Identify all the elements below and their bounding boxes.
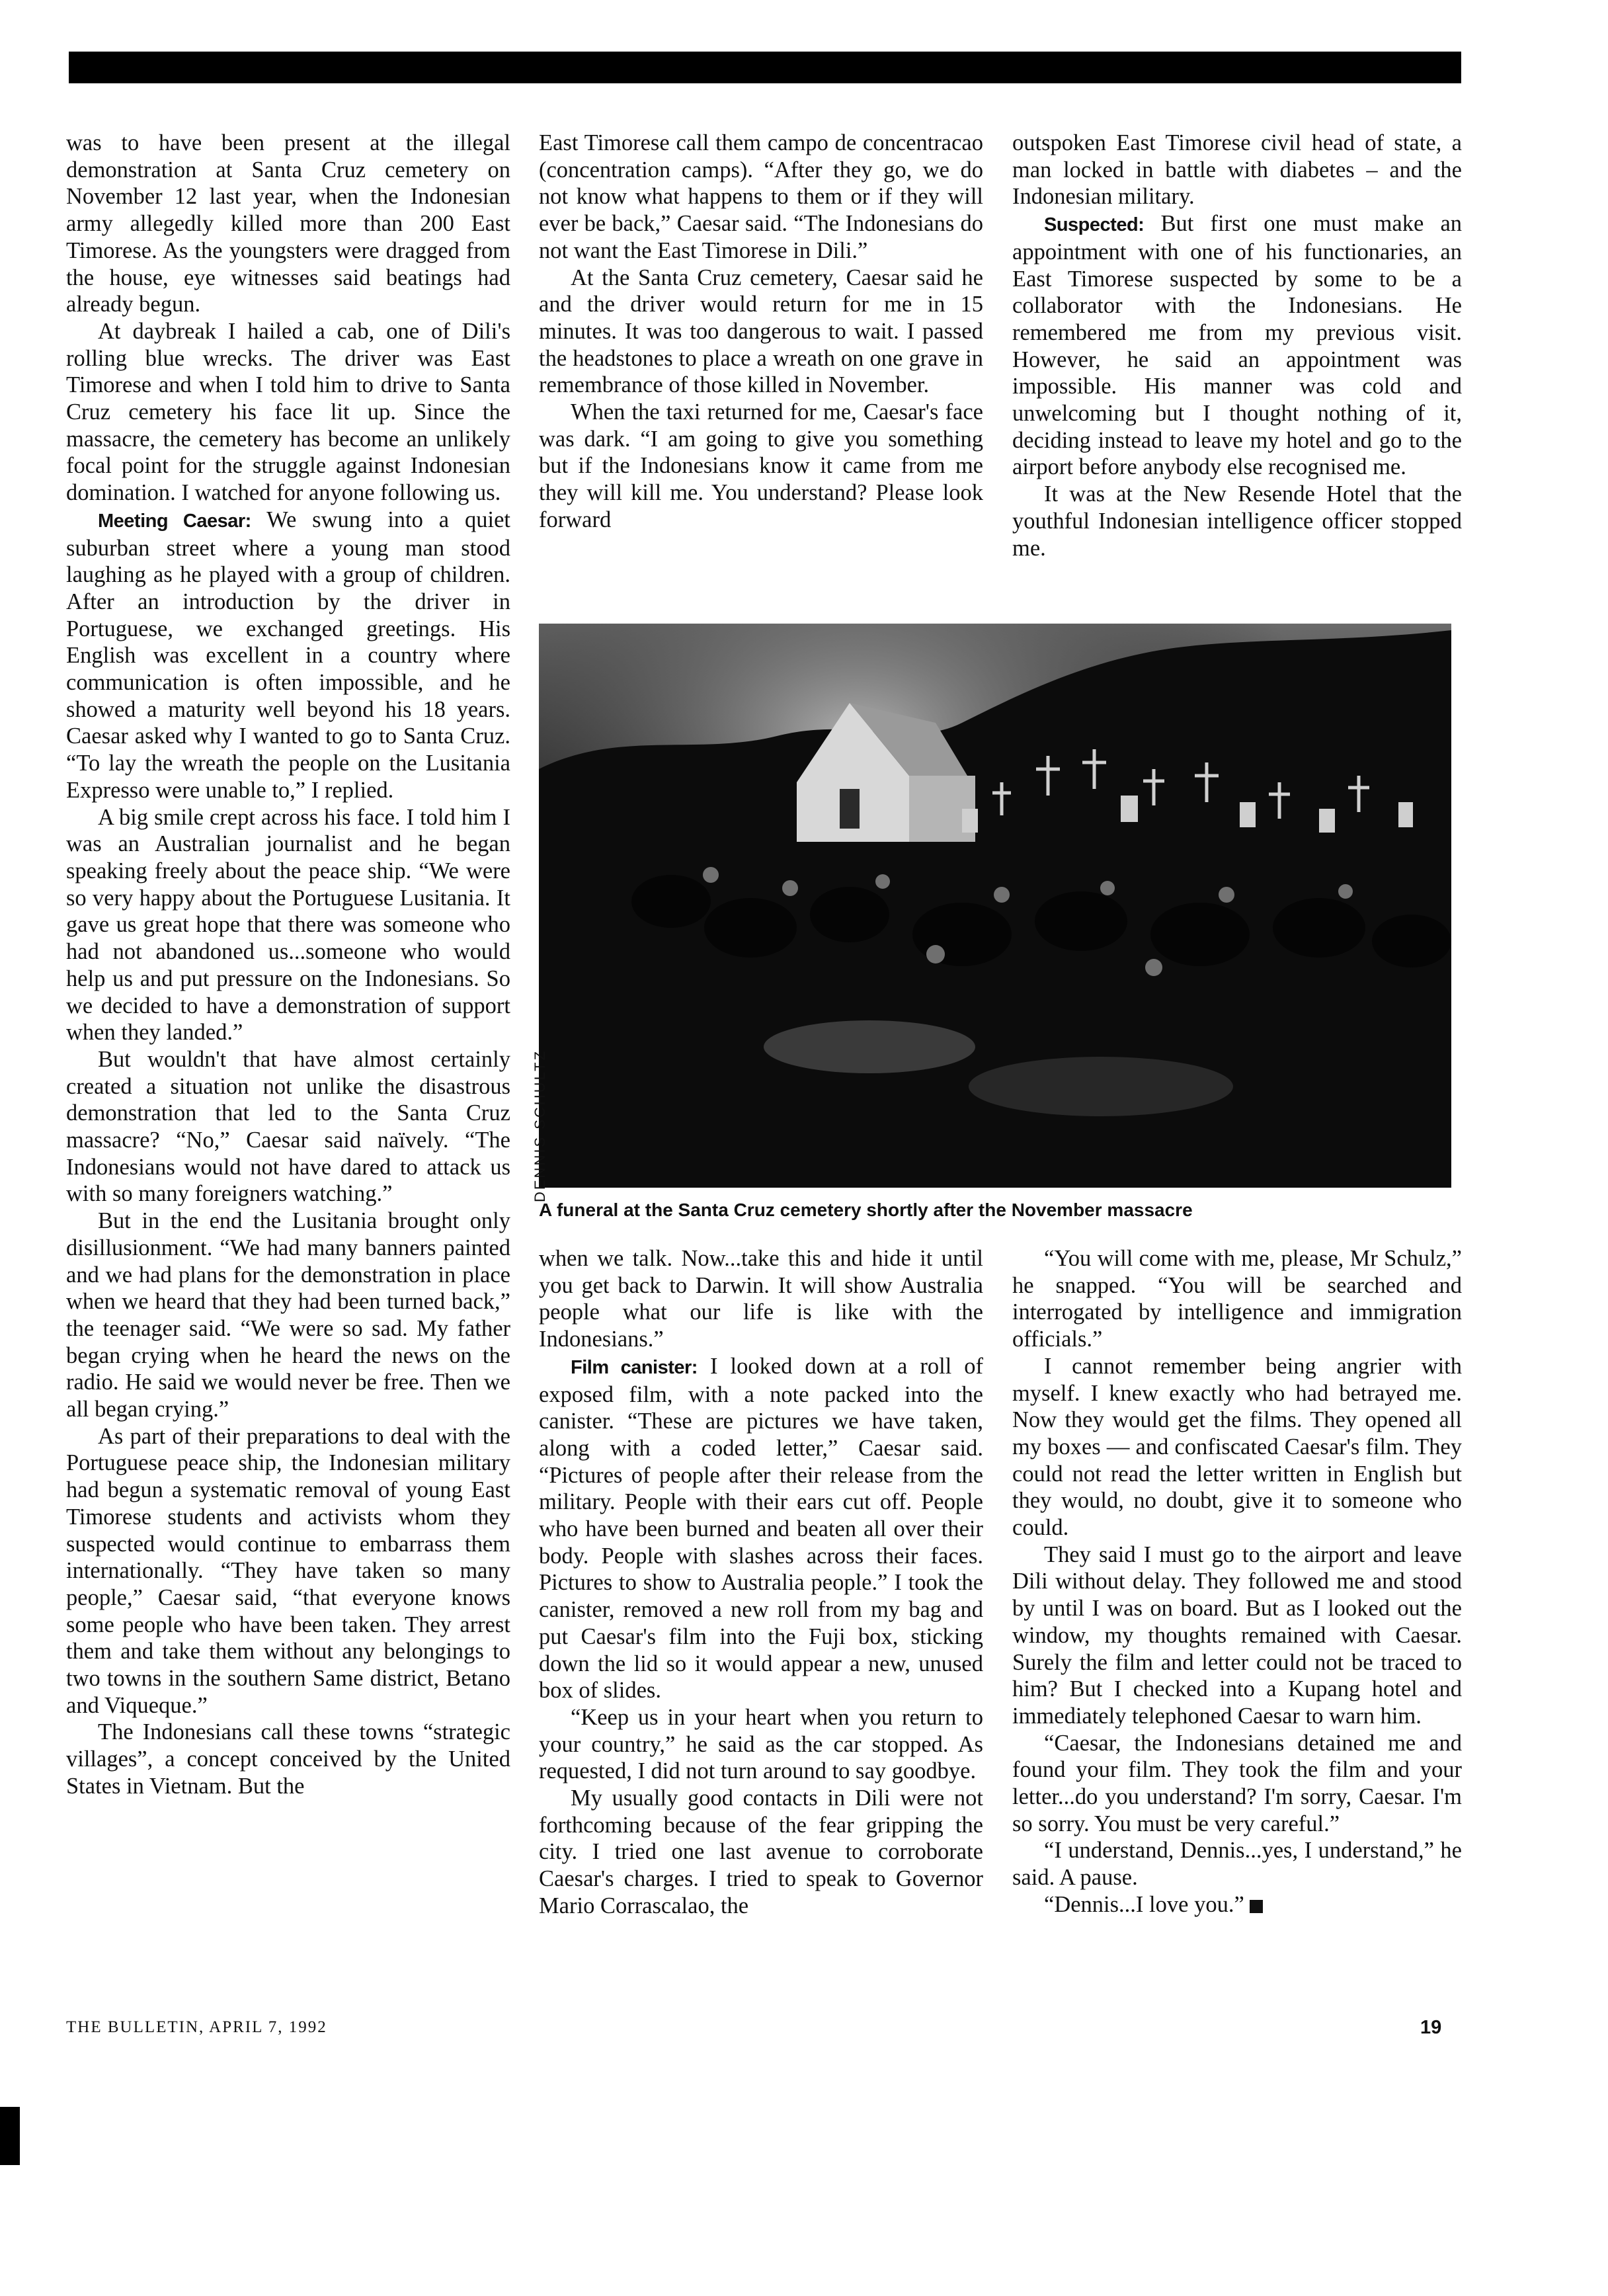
paragraph-with-subhead xyxy=(66,507,510,804)
top-rule-bar xyxy=(69,52,1461,83)
paragraph-text: “Dennis...I love you.” xyxy=(1044,1891,1244,1917)
paragraph: But wouldn't that have almost certainly created a situation not unlike the disastrous demonstration that led to the Santa Cruz massacre? “No,” Caesar said naïvely. “The Indonesians would not have dared to attack us with so many foreigners watching.” xyxy=(66,1046,510,1207)
scan-edge-mark xyxy=(0,2107,20,2165)
article-column-3-top xyxy=(1012,130,1462,561)
paragraph-text: But first one must make an appointment with one of his functionaries, an East Timorese suspected by some to be a collaborator with the Indonesians. He remembered me from my previous visit. However, he said an appointment was impossible. His manner was cold and unwelcoming but I thought nothing of it, deciding instead to leave my hotel and go to the airport before anybody else recognised me. xyxy=(1012,211,1463,480)
paragraph: When the taxi returned for me, Caesar's face was dark. “I am going to give you something but if the Indonesians know it came from me they will kill me. You understand? Please look forward xyxy=(539,399,983,532)
paragraph: outspoken East Timorese civil head of state, a man locked in battle with diabetes – and the Indonesian military. xyxy=(1012,130,1462,210)
paragraph: At the Santa Cruz cemetery, Caesar said he and the driver would return for me in 15 minutes. It was too dangerous to wait. I passed the headstones to place a wreath on one grave in remembrance of those killed in November. xyxy=(539,265,983,398)
paragraph-text: I looked down at a roll of exposed film, with a note packed into the canister. “These are pictures we have taken, along with a coded letter,” Caesar said. “Pictures of people after their release from the military. People with their ears cut off. People who have been burned and beaten all over their body. People with slashes across their faces. Pictures to show to Australia people.” I took the canister, removed a new roll from my bag and put Caesar's film into the Fuji box, sticking down the lid so it would appear a new, unused box of slides. xyxy=(539,1353,983,1703)
subhead-film-canister: Film canister: xyxy=(571,1356,698,1378)
paragraph: They said I must go to the airport and leave Dili without delay. They followed me and stood by until I was on board. But as I looked out the window, my thoughts remained with Caesar. Surely the film and letter could not be traced to him? But I checked into a Kupang hotel and immediately telephoned Caesar to warn him. xyxy=(1012,1541,1462,1729)
photo-credit-text: DENNIS SCHULTZ xyxy=(532,1049,548,1202)
paragraph: when we talk. Now...take this and hide it until you get back to Darwin. It will show Australia people what our life is like with the Indonesians.” xyxy=(539,1246,983,1352)
paragraph: was to have been present at the illegal demonstration at Santa Cruz cemetery on November 12 last year, when the Indonesian army allegedly killed more than 200 East Timorese. As the youngsters were dragged from the house, eye witnesses said beatings had already begun. xyxy=(66,130,510,317)
paragraph: My usually good contacts in Dili were not forthcoming because of the fear gripping the city. I tried one last avenue to corroborate Caesar's charges. I tried to speak to Governor Mario Corrascalao, the xyxy=(539,1785,983,1918)
photo-image xyxy=(539,624,1451,1188)
article-column-2-top xyxy=(539,130,983,534)
paragraph-with-subhead xyxy=(1012,210,1462,481)
photo-caption: A funeral at the Santa Cruz cemetery shortly after the November massacre xyxy=(539,1200,1193,1220)
paragraph: East Timorese call them campo de concentracao (concentration camps). “After they go, we do not know what happens to them or if they will ever be back,” Caesar said. “The Indonesians do not want the East Timorese in Dili.” xyxy=(539,130,983,263)
cemetery-funeral-photo xyxy=(539,624,1451,1188)
article-column-2-bottom xyxy=(539,1245,983,1920)
paragraph-with-subhead xyxy=(539,1353,983,1704)
paragraph: As part of their preparations to deal with the Portuguese peace ship, the Indonesian military had begun a systematic removal of young East Timorese students and activists whom they suspected would continue to embarrass them internationally. “They have taken so many people,” Caesar said, “that everyone knows some people who have been taken. They arrest them and take them without any belongings to two towns in the southern Same district, Betano and Viqueque.” xyxy=(66,1423,510,1718)
paragraph: “You will come with me, please, Mr Schulz,” he snapped. “You will be searched and interrogated by intelligence and immigration officials.” xyxy=(1012,1246,1462,1352)
final-paragraph xyxy=(1012,1891,1462,1918)
paragraph: I cannot remember being angrier with myself. I knew exactly who had betrayed me. Now they would get the films. They opened all my boxes — and confiscated Caesar's film. They could not read the letter written in English but they would, no doubt, give it to someone who could. xyxy=(1012,1353,1462,1541)
paragraph: At daybreak I hailed a cab, one of Dili's rolling blue wrecks. The driver was East Timorese and when I told him to drive to Santa Cruz cemetery his face lit up. Since the massacre, the cemetery has become an unlikely focal point for the struggle against Indonesian domination. I watched for anyone following us. xyxy=(66,318,510,506)
subhead-suspected: Suspected: xyxy=(1044,214,1145,236)
paragraph-text: We swung into a quiet suburban street where a young man stood laughing as he played with a group of children. After an introduction by the driver in Portuguese, we exchanged greetings. His English was excellent in a country where communication is often impossible, and he showed a maturity well beyond his 18 years. Caesar asked why I wanted to go to Santa Cruz. “To lay the wreath the people on the Lusitania Expresso were unable to,” I replied. xyxy=(66,507,511,803)
paragraph: “Keep us in your heart when you return to your country,” he said as the car stopped. As requested, I did not turn around to say goodbye. xyxy=(539,1704,983,1784)
photo-credit xyxy=(514,1017,548,1202)
paragraph: The Indonesians call these towns “strategic villages”, a concept conceived by the United States in Vietnam. But the xyxy=(66,1719,510,1799)
article-column-1 xyxy=(66,130,510,1800)
paragraph: But in the end the Lusitania brought only disillusionment. “We had many banners painted and we had plans for the demonstration in place when we heard that they had been turned back,” the teenager said. “We were so sad. My father began crying when he heard the news on the radio. He said we would never be free. Then we all began crying.” xyxy=(66,1208,510,1422)
publication-footer: THE BULLETIN, APRIL 7, 1992 xyxy=(66,2018,327,2036)
paragraph: “Caesar, the Indonesians detained me and found your film. They took the film and your letter...do you understand? I'm sorry, Caesar. I'm so sorry. You must be very careful.” xyxy=(1012,1730,1462,1836)
end-mark-icon xyxy=(1250,1900,1263,1913)
page-number: 19 xyxy=(1420,2017,1442,2038)
article-column-3-bottom xyxy=(1012,1245,1462,1918)
subhead-meeting-caesar: Meeting Caesar: xyxy=(98,510,251,532)
paragraph: It was at the New Resende Hotel that the youthful Indonesian intelligence officer stopped me. xyxy=(1012,481,1462,561)
paragraph: “I understand, Dennis...yes, I understand,” he said. A pause. xyxy=(1012,1838,1462,1891)
paragraph: A big smile crept across his face. I told him I was an Australian journalist and he began speaking freely about the peace ship. “We were so very happy about the Portuguese Lusitania. It gave us great hope that there was someone who had not abandoned us...someone who would help us and put pressure on the Indonesians. So we decided to have a demonstration of support when they landed.” xyxy=(66,804,510,1046)
